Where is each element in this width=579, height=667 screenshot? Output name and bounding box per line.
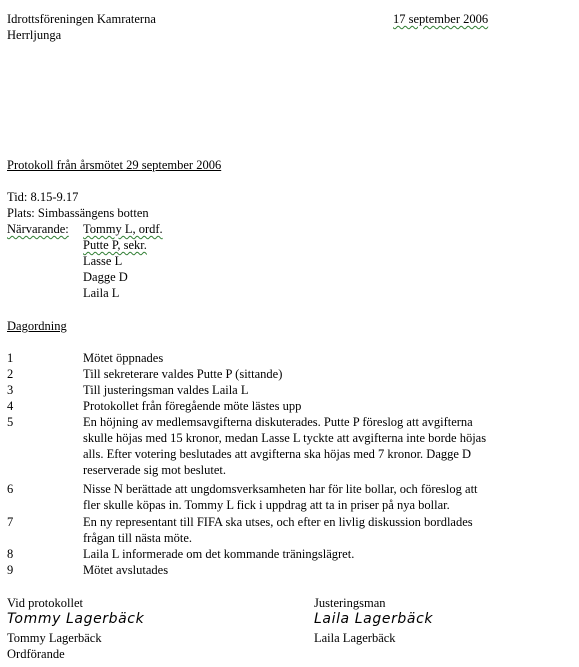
agenda-heading: Dagordning — [7, 319, 67, 333]
agenda-item-number: 9 — [7, 563, 14, 577]
header-date: 17 september 2006 — [393, 12, 489, 26]
agenda-item-text: Mötet avslutades — [83, 563, 169, 577]
signature-label-right: Justeringsman — [314, 596, 386, 610]
meeting-place: Plats: Simbassängens botten — [7, 206, 149, 220]
organization-name: Idrottsföreningen Kamraterna — [7, 12, 156, 26]
handwritten-signature-left: Tommy Lagerbäck — [7, 611, 145, 627]
agenda-item-text-line: reserverade sig mot beslutet. — [83, 463, 227, 477]
attendee-name: Laila L — [83, 286, 120, 300]
agenda-item-number: 3 — [7, 383, 14, 397]
signer-role-left: Ordförande — [7, 647, 65, 661]
agenda-item-number: 8 — [7, 547, 14, 561]
agenda-item-text-line: alls. Efter votering beslutades att avgifterna ska höjas med 7 kronor. Dagge D — [83, 447, 472, 461]
agenda-item-number: 1 — [7, 351, 14, 365]
agenda-item-text: Till sekreterare valdes Putte P (sittande) — [83, 367, 283, 381]
meeting-time: Tid: 8.15-9.17 — [7, 190, 79, 204]
agenda-item-number: 2 — [7, 367, 14, 381]
handwritten-signature-right: Laila Lagerbäck — [314, 611, 434, 627]
agenda-item-text: Mötet öppnades — [83, 351, 164, 365]
agenda-item-number: 6 — [7, 482, 14, 496]
agenda-item-text-line: skulle höjas med 15 kronor, medan Lasse L tyckte att avgifterna inte borde höjas — [83, 431, 487, 445]
signer-name-left: Tommy Lagerbäck — [7, 631, 102, 645]
agenda-item-number: 4 — [7, 399, 14, 413]
agenda-item-number: 5 — [7, 415, 14, 429]
page-title: Protokoll från årsmötet 29 september 2006 — [7, 158, 222, 172]
agenda-item-text: Protokollet från föregående möte lästes upp — [83, 399, 302, 413]
attendee-name: Tommy L, ordf. — [83, 222, 163, 236]
attendee-name: Lasse L — [83, 254, 123, 268]
present-label: Närvarande: — [7, 222, 69, 236]
signer-name-right: Laila Lagerbäck — [314, 631, 396, 645]
signature-label-left: Vid protokollet — [7, 596, 83, 610]
agenda-item-number: 7 — [7, 515, 14, 529]
agenda-item-text-line: En höjning av medlemsavgifterna diskuterades. Putte P föreslog att avgifterna — [83, 415, 473, 429]
attendee-name: Putte P, sekr. — [83, 238, 147, 252]
town-name: Herrljunga — [7, 28, 62, 42]
agenda-item-text-line: fler skulle köpas in. Tommy L fick i uppdrag att ta in priser på nya bollar. — [83, 498, 450, 512]
attendee-name: Dagge D — [83, 270, 128, 284]
agenda-item-text: Till justeringsman valdes Laila L — [83, 383, 249, 397]
agenda-item-text: Laila L informerade om det kommande träningslägret. — [83, 547, 355, 561]
agenda-item-text-line: frågan till nästa möte. — [83, 531, 192, 545]
agenda-item-text-line: Nisse N berättade att ungdomsverksamheten har för lite bollar, och föreslog att — [83, 482, 478, 496]
agenda-item-text-line: En ny representant till FIFA ska utses, och efter en livlig diskussion bordlades — [83, 515, 473, 529]
